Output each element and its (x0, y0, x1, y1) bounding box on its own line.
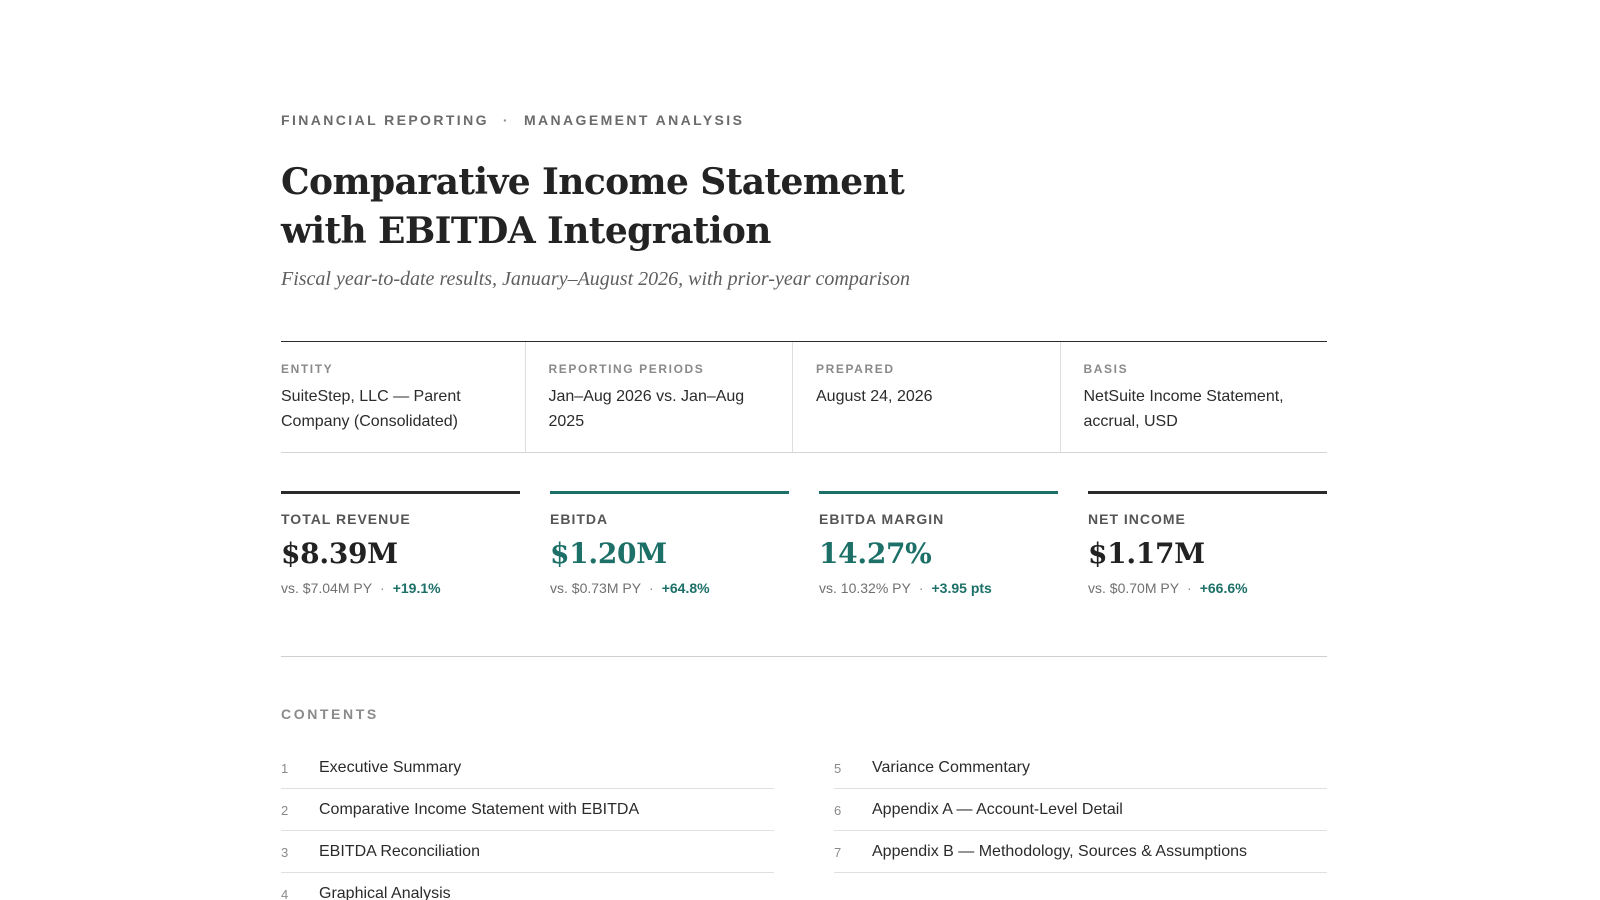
toc-item-appendix-b[interactable] (834, 831, 1327, 873)
page-subtitle: Fiscal year-to-date results, January–August 2026, with prior-year comparison (281, 268, 910, 290)
toc-item-appendix-a[interactable] (834, 789, 1327, 831)
meta-label: PREPARED (816, 362, 895, 376)
eyebrow-category: FINANCIAL REPORTING (281, 112, 489, 128)
meta-label: REPORTING PERIODS (548, 362, 705, 376)
toc-item-number: 5 (834, 761, 842, 776)
kpi-label: EBITDA MARGIN (819, 511, 945, 527)
contents-heading: CONTENTS (281, 706, 379, 722)
kpi-label: TOTAL REVENUE (281, 511, 411, 527)
toc-item-label: Comparative Income Statement with EBITDA (319, 800, 640, 818)
kpi-summary-row (281, 491, 1327, 596)
meta-value: August 24, 2026 (816, 388, 933, 405)
toc-item-label: Appendix A — Account-Level Detail (872, 800, 1123, 818)
toc-column-right (834, 747, 1327, 873)
toc-item-label: Appendix B — Methodology, Sources & Assumptions (872, 842, 1248, 860)
eyebrow-subcategory: MANAGEMENT ANALYSIS (523, 112, 745, 128)
kpi-delta: +3.95 pts (931, 580, 992, 596)
toc-item-label: Graphical Analysis (319, 884, 451, 900)
kpi-delta: +64.8% (661, 580, 710, 596)
meta-label: ENTITY (281, 362, 334, 376)
toc-column-left (281, 747, 774, 900)
toc-item-executive-summary[interactable] (281, 747, 774, 789)
toc-item-number: 1 (281, 761, 289, 776)
toc-item-variance-commentary[interactable] (834, 747, 1327, 789)
meta-label: BASIS (1083, 362, 1129, 376)
kpi-prior-year: vs. $0.73M PY (550, 580, 642, 596)
meta-basis (1060, 342, 1328, 452)
kpi-value: $1.20M (550, 537, 667, 570)
toc-item-label: Variance Commentary (872, 758, 1030, 776)
toc-item-ebitda-reconciliation[interactable] (281, 831, 774, 873)
kpi-prior-year: vs. 10.32% PY (819, 580, 911, 596)
kpi-comparison (1088, 580, 1327, 596)
kpi-value: $1.17M (1088, 537, 1205, 570)
kpi-separator: · (649, 580, 654, 596)
toc-item-number: 4 (281, 887, 289, 900)
toc-item-label: EBITDA Reconciliation (319, 842, 480, 860)
kpi-prior-year: vs. $7.04M PY (281, 580, 373, 596)
kpi-delta: +66.6% (1199, 580, 1248, 596)
meta-reporting-periods (525, 342, 793, 452)
kpi-net-income (1088, 491, 1327, 596)
kpi-comparison (819, 580, 1058, 596)
page-title (281, 158, 1001, 256)
kpi-label: EBITDA (550, 511, 609, 527)
meta-value: SuiteStep, LLC — Parent Company (Consolidated) (281, 388, 461, 430)
meta-value: Jan–Aug 2026 vs. Jan–Aug 2025 (548, 388, 745, 430)
kpi-label: NET INCOME (1088, 511, 1186, 527)
section-divider (281, 656, 1327, 657)
kpi-separator: · (918, 580, 924, 596)
kpi-value: 14.27% (819, 537, 932, 570)
kpi-ebitda (550, 491, 789, 596)
meta-entity (281, 342, 525, 452)
toc-item-number: 3 (281, 845, 289, 860)
title-line-1: Comparative Income Statement (281, 161, 905, 203)
kpi-ebitda-margin (819, 491, 1058, 596)
title-line-2: with EBITDA Integration (281, 210, 771, 252)
kpi-prior-year: vs. $0.70M PY (1088, 580, 1180, 596)
toc-item-graphical-analysis[interactable] (281, 873, 774, 900)
report-eyebrow (281, 112, 744, 128)
kpi-comparison (550, 580, 789, 596)
report-metadata-panel (281, 341, 1327, 453)
toc-item-label: Executive Summary (319, 758, 462, 776)
kpi-delta: +19.1% (392, 580, 441, 596)
toc-item-number: 7 (834, 845, 842, 860)
toc-item-number: 6 (834, 803, 842, 818)
toc-item-income-statement[interactable] (281, 789, 774, 831)
eyebrow-separator: · (502, 112, 510, 128)
meta-value: NetSuite Income Statement, accrual, USD (1083, 388, 1284, 430)
toc-item-number: 2 (281, 803, 289, 818)
kpi-separator: · (380, 580, 385, 596)
kpi-total-revenue (281, 491, 520, 596)
kpi-value: $8.39M (281, 537, 398, 570)
kpi-separator: · (1187, 580, 1192, 596)
meta-prepared (792, 342, 1060, 452)
kpi-comparison (281, 580, 520, 596)
